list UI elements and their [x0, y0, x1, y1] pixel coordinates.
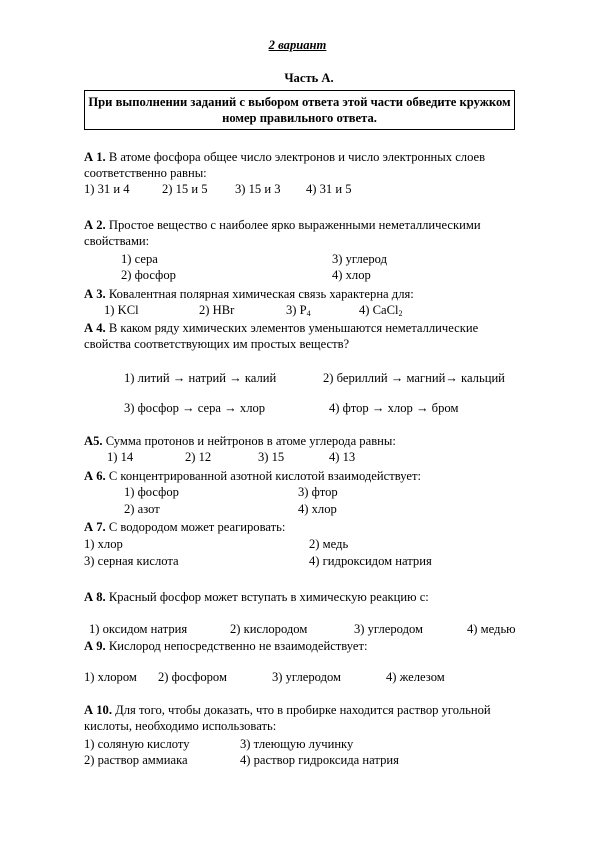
answer-option[interactable]: 2) 15 и 5 — [162, 182, 208, 196]
answer-option[interactable] — [359, 303, 403, 318]
answer-option[interactable]: 3) фтор — [298, 485, 338, 499]
answer-option[interactable]: 3) фосфор → сера → хлор — [124, 401, 266, 415]
formula-text: 4) CaCl — [359, 303, 399, 317]
answer-option[interactable]: 2) медь — [309, 537, 349, 551]
answer-option[interactable]: 1) 14 — [107, 450, 134, 464]
answer-option[interactable]: 2) фосфор — [121, 268, 176, 282]
question-10 — [84, 703, 491, 718]
question-number: А 3. — [84, 287, 106, 301]
answer-option[interactable]: 3) 15 — [258, 450, 285, 464]
answer-option[interactable]: 2) HBr — [199, 303, 235, 317]
answer-option[interactable]: 4) гидроксидом натрия — [309, 554, 432, 568]
answer-option[interactable]: 3) серная кислота — [84, 554, 179, 568]
answer-option[interactable]: 2) азот — [124, 502, 160, 516]
answer-option[interactable] — [286, 303, 311, 318]
question-10-text-2: кислоты, необходимо использовать: — [84, 719, 277, 733]
question-number: А 10. — [84, 703, 112, 717]
answer-option[interactable]: 2) 12 — [185, 450, 212, 464]
question-text: Простое вещество с наиболее ярко выраженными неметаллическими — [105, 218, 481, 232]
question-4 — [84, 321, 478, 336]
subscript: 2 — [398, 309, 403, 318]
question-text: Для того, чтобы доказать, что в пробирке находится раствор угольной — [112, 703, 491, 717]
answer-option[interactable]: 2) фосфором — [158, 670, 227, 684]
question-number: А 8. — [84, 590, 106, 604]
question-number: А 9. — [84, 639, 106, 653]
instruction-box — [84, 90, 515, 130]
answer-option[interactable]: 4) раствор гидроксида натрия — [240, 753, 399, 767]
answer-option[interactable]: 3) углеродом — [272, 670, 342, 684]
question-text: Красный фосфор может вступать в химическую реакцию с: — [105, 590, 429, 604]
question-number: А 6. — [84, 469, 106, 483]
answer-option[interactable]: 1) сера — [121, 252, 158, 266]
question-1 — [84, 150, 485, 165]
question-text: Ковалентная полярная химическая связь характерна для: — [105, 287, 414, 301]
answer-option[interactable]: 2) раствор аммиака — [84, 753, 188, 767]
instruction-line-2: номер правильного ответа. — [222, 111, 377, 125]
answer-option[interactable]: 1) соляную кислоту — [84, 737, 190, 751]
question-1-text-2: соответственно равны: — [84, 166, 207, 180]
answer-option[interactable]: 4) фтор → хлор → бром — [329, 401, 459, 415]
answer-option[interactable]: 3) 15 и 3 — [235, 182, 281, 196]
answer-option[interactable]: 4) хлор — [298, 502, 337, 516]
answer-option[interactable]: 3) углеродом — [354, 622, 424, 636]
instruction-line-1: При выполнении заданий с выбором ответа этой части обведите кружком — [88, 95, 511, 109]
question-5 — [84, 434, 396, 449]
question-number: А 1. — [84, 150, 106, 164]
answer-option[interactable]: 4) 13 — [329, 450, 356, 464]
question-3 — [84, 287, 414, 302]
question-number: А 7. — [84, 520, 106, 534]
answer-option[interactable]: 1) 31 и 4 — [84, 182, 130, 196]
question-2-text-2: свойствами: — [84, 234, 150, 248]
answer-option[interactable]: 1) хлором — [84, 670, 137, 684]
answer-option[interactable]: 2) бериллий → магний→ кальций — [323, 371, 505, 385]
question-text: С концентрированной азотной кислотой взаимодействует: — [105, 469, 421, 483]
answer-option[interactable]: 1) фосфор — [124, 485, 179, 499]
question-number: А5. — [84, 434, 103, 448]
question-text: Сумма протонов и нейтронов в атоме углерода равны: — [102, 434, 396, 448]
question-number: А 4. — [84, 321, 106, 335]
question-9 — [84, 639, 368, 654]
question-text: В каком ряду химических элементов уменьшаются неметаллические — [105, 321, 479, 335]
formula-text: 3) P — [286, 303, 307, 317]
question-text: С водородом может реагировать: — [105, 520, 286, 534]
question-7 — [84, 520, 285, 535]
part-title: Часть А. — [284, 71, 334, 85]
answer-option[interactable]: 1) литий → натрий → калий — [124, 371, 277, 385]
question-4-text-2: свойства соответствующих им простых веществ? — [84, 337, 350, 351]
answer-option[interactable]: 4) 31 и 5 — [306, 182, 352, 196]
answer-option[interactable]: 4) железом — [386, 670, 445, 684]
answer-option[interactable]: 3) углерод — [332, 252, 387, 266]
answer-option[interactable]: 1) KCl — [104, 303, 139, 317]
question-2 — [84, 218, 481, 233]
answer-option[interactable]: 3) тлеющую лучинку — [240, 737, 354, 751]
question-8 — [84, 590, 429, 605]
question-6 — [84, 469, 421, 484]
question-text: В атоме фосфора общее число электронов и число электронных слоев — [105, 150, 486, 164]
question-number: А 2. — [84, 218, 106, 232]
answer-option[interactable]: 1) хлор — [84, 537, 123, 551]
answer-option[interactable]: 4) хлор — [332, 268, 371, 282]
question-text: Кислород непосредственно не взаимодействует: — [105, 639, 368, 653]
subscript: 4 — [306, 309, 311, 318]
variant-title: 2 вариант — [268, 38, 327, 52]
answer-option[interactable]: 2) кислородом — [230, 622, 308, 636]
answer-option[interactable]: 4) медью — [467, 622, 516, 636]
answer-option[interactable]: 1) оксидом натрия — [89, 622, 188, 636]
